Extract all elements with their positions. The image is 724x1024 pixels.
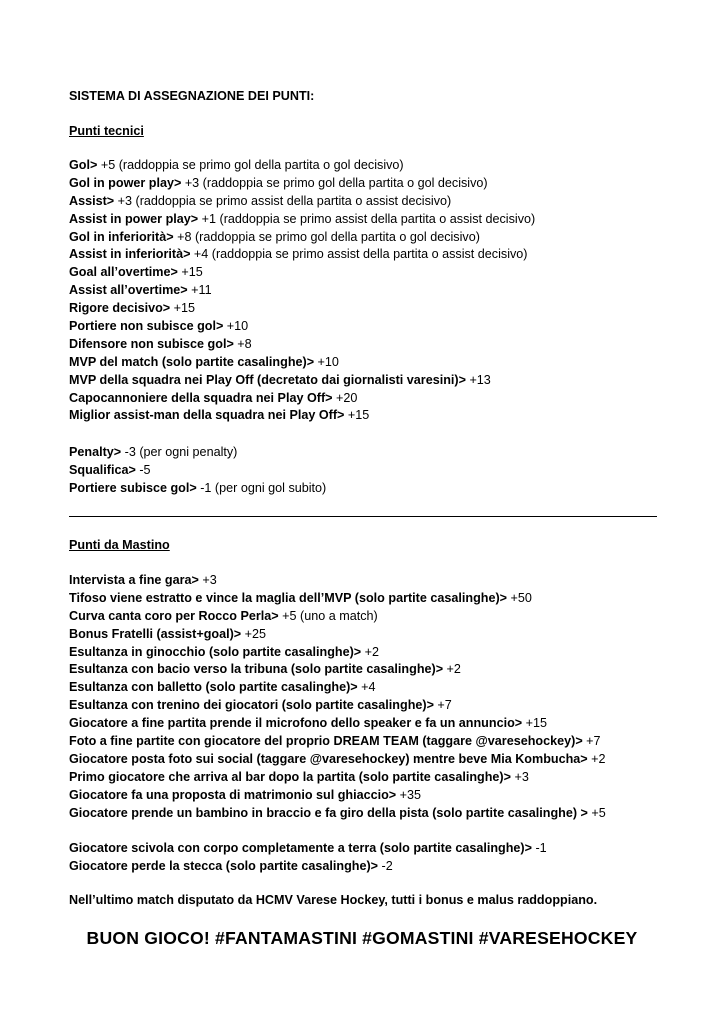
rule-value: +5 (raddoppia se primo gol della partita o gol decisivo) (97, 158, 404, 172)
rule-label: Gol> (69, 158, 98, 172)
rule-label: Difensore non subisce gol> (69, 336, 234, 351)
rule-label: MVP della squadra nei Play Off (decretato dai giornalisti varesini)> (69, 372, 466, 387)
rule-value: +10 (314, 354, 339, 369)
rule-value: +2 (361, 644, 380, 659)
rule-item (69, 229, 669, 247)
rule-label: Intervista a fine gara> (69, 573, 199, 587)
rule-value: +7 (582, 734, 601, 749)
rule-label: Esultanza con bacio verso la tribuna (solo partite casalinghe)> (69, 662, 444, 677)
rule-label: Portiere subisce gol> (69, 480, 197, 495)
rule-value: -3 (per ogni penalty) (121, 445, 238, 459)
rule-value: -1 (531, 841, 547, 855)
rule-item (69, 282, 669, 300)
rule-label: Esultanza con balletto (solo partite casalinghe)> (69, 680, 358, 695)
rule-item (69, 246, 669, 264)
rule-item (69, 264, 669, 282)
rule-value: +3 (510, 769, 529, 784)
footer-slogan: BUON GIOCO! #FANTAMASTINI #GOMASTINI #VARESEHOCKEY (86, 928, 638, 948)
rule-label: Gol in inferiorità> (69, 229, 174, 244)
rule-item (69, 858, 669, 876)
rule-label: Esultanza con trenino dei giocatori (solo partite casalinghe)> (69, 698, 434, 713)
rule-value: +8 (233, 336, 252, 351)
rule-item (69, 572, 669, 590)
rule-value: +5 (uno a match) (278, 608, 378, 623)
rule-label: Penalty> (69, 445, 122, 459)
rule-label: Bonus Fratelli (assist+goal)> (69, 626, 242, 641)
rule-item (69, 626, 669, 644)
rule-value: +2 (587, 751, 606, 766)
rule-label: Tifoso viene estratto e vince la maglia dell’MVP (solo partite casalinghe)> (69, 590, 508, 605)
page-title: SISTEMA DI ASSEGNAZIONE DEI PUNTI: (69, 89, 315, 103)
rule-label: Giocatore a fine partita prende il microfono dello speaker e fa un annuncio> (69, 716, 523, 731)
rule-item (69, 715, 669, 733)
section-title-mastino: Punti da Mastino (69, 538, 170, 552)
rule-value: +4 (raddoppia se primo assist della partita o assist decisivo) (190, 247, 528, 262)
rule-value: -5 (135, 462, 151, 477)
rule-value: +15 (522, 716, 547, 731)
rule-label: Assist> (69, 193, 115, 208)
rule-item (69, 336, 669, 354)
rule-value: +2 (443, 662, 461, 677)
rule-item (69, 661, 669, 679)
rule-item (69, 769, 669, 787)
rule-value: +11 (187, 283, 212, 298)
rule-item (69, 318, 669, 336)
rule-label: Giocatore fa una proposta di matrimonio sul ghiaccio> (69, 787, 397, 802)
closing-note: Nell’ultimo match disputato da HCMV Varese Hockey, tutti i bonus e malus raddoppiano. (69, 893, 598, 907)
rule-item (69, 157, 669, 175)
rule-label: Curva canta coro per Rocco Perla> (69, 608, 279, 623)
rule-label: Giocatore posta foto sui social (taggare @varesehockey) mentre beve Mia Kombucha> (69, 751, 588, 766)
rule-item (69, 733, 669, 751)
rule-item (69, 193, 669, 211)
section-title-tecnici: Punti tecnici (69, 124, 144, 138)
rule-value: +35 (396, 787, 422, 802)
rule-item (69, 697, 669, 715)
rule-label: Giocatore perde la stecca (solo partite casalinghe)> (69, 858, 379, 873)
rule-item (69, 805, 669, 823)
rule-value: +15 (170, 301, 196, 316)
section-divider (69, 516, 657, 517)
rule-item (69, 354, 669, 372)
closing-note-block (69, 892, 669, 910)
rule-value: +8 (raddoppia se primo gol della partita o gol decisivo) (173, 229, 480, 244)
rule-label: Squalifica> (69, 462, 136, 477)
rule-value: +50 (507, 590, 532, 605)
rule-label: Foto a fine partite con giocatore del proprio DREAM TEAM (taggare @varesehockey)> (69, 734, 583, 749)
rule-item (69, 300, 669, 318)
rule-label: Rigore decisivo> (69, 301, 171, 316)
rule-value: +1 (raddoppia se primo assist della partita o assist decisivo) (198, 211, 536, 226)
rule-value: -2 (378, 858, 393, 873)
rule-value: +3 (raddoppia se primo assist della partita o assist decisivo) (114, 193, 452, 208)
rule-item (69, 444, 669, 462)
rule-item (69, 407, 669, 425)
tecnici-malus-list (69, 444, 669, 498)
rule-value: +13 (465, 372, 491, 387)
rule-item (69, 480, 669, 498)
rule-value: +25 (241, 626, 267, 641)
section-tecnici-header (69, 123, 669, 141)
rule-label: Portiere non subisce gol> (69, 319, 224, 334)
rule-item (69, 679, 669, 697)
rule-item (69, 608, 669, 626)
rule-item (69, 211, 669, 229)
rule-label: Capocannoniere della squadra nei Play Off> (69, 390, 333, 405)
rule-label: Assist in power play> (69, 211, 199, 226)
rule-item (69, 175, 669, 193)
rule-label: Primo giocatore che arriva al bar dopo la partita (solo partite casalinghe)> (69, 769, 511, 784)
rule-item (69, 840, 669, 858)
rule-value: +4 (357, 680, 376, 695)
rule-item (69, 751, 669, 769)
rule-value: +15 (177, 265, 203, 280)
rule-item (69, 462, 669, 480)
rule-value: +7 (433, 698, 452, 713)
rule-value: +3 (198, 573, 217, 587)
rule-item (69, 372, 669, 390)
rule-item (69, 787, 669, 805)
rule-label: Giocatore scivola con corpo completamente a terra (solo partite casalinghe)> (69, 841, 532, 855)
rule-label: Assist all’overtime> (69, 283, 188, 298)
rule-item (69, 390, 669, 408)
rule-label: Gol in power play> (69, 175, 182, 190)
section-mastino-header (69, 537, 669, 555)
rule-label: Esultanza in ginocchio (solo partite casalinghe)> (69, 644, 362, 659)
rule-label: Goal all’overtime> (69, 265, 178, 280)
rule-label: Giocatore prende un bambino in braccio e fa giro della pista (solo partite casalinghe) > (69, 805, 588, 820)
rule-label: MVP del match (solo partite casalinghe)> (69, 354, 315, 369)
tecnici-bonus-list (69, 157, 669, 425)
rule-value: +10 (223, 319, 249, 334)
rule-value: +5 (587, 805, 606, 820)
rule-item (69, 644, 669, 662)
rule-value: +15 (344, 408, 370, 423)
rule-value: +3 (raddoppia se primo gol della partita o gol decisivo) (181, 175, 488, 190)
document-heading (69, 88, 669, 106)
rule-value: -1 (per ogni gol subito) (196, 480, 327, 495)
rule-value: +20 (332, 390, 358, 405)
rule-label: Assist in inferiorità> (69, 247, 191, 262)
mastino-malus-list (69, 840, 669, 876)
rule-item (69, 590, 669, 608)
rule-label: Miglior assist-man della squadra nei Play Off> (69, 408, 345, 423)
mastino-bonus-list (69, 572, 669, 822)
